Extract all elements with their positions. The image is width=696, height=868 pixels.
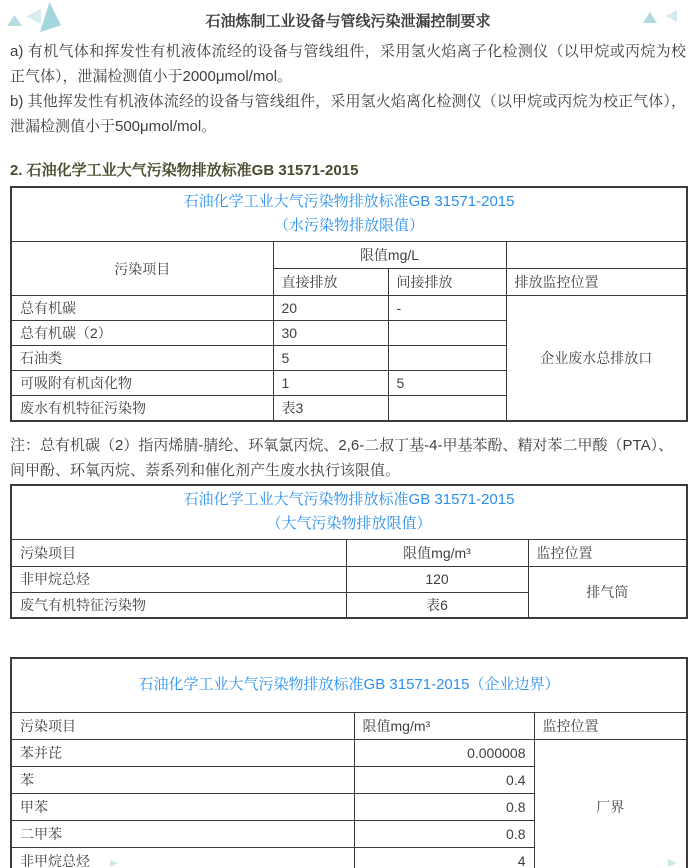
air-pollutant-table [10, 484, 688, 620]
cell-indirect: - [388, 296, 506, 321]
cell-item: 可吸附有机卤化物 [11, 371, 273, 396]
cell-direct: 1 [273, 371, 388, 396]
cell-limit: 0.4 [354, 767, 534, 794]
table-title-cell [11, 485, 687, 540]
cell-direct: 表3 [273, 396, 388, 421]
table-title-cell [11, 658, 687, 713]
cell-item: 总有机碳（2） [11, 321, 273, 346]
cell-direct: 5 [273, 346, 388, 371]
paragraph-a: a) 有机气体和挥发性有机液体流经的设备与管线组件，采用氢火焰离子化检测仪（以甲烷或丙烷为校正气体），泄漏检测值小于2000μmol/mol。 [10, 43, 686, 85]
table-title-cell [11, 187, 687, 242]
table-title: 石油化学工业大气污染物排放标准GB 31571-2015 [183, 490, 515, 508]
table-title-row [11, 658, 687, 713]
table-subtitle: （水污染物排放限值） [274, 217, 425, 234]
col-header-limit-group: 限值mg/L [273, 242, 506, 269]
cell-item: 废气有机特征污染物 [11, 592, 346, 618]
col-header-item: 污染项目 [11, 242, 273, 296]
table-title: 石油化学工业大气污染物排放标准GB 31571-2015（企业边界） [138, 676, 560, 693]
table-row [11, 296, 687, 321]
cell-limit: 表6 [346, 592, 528, 618]
header-row [11, 242, 687, 269]
paragraph-b: b) 其他挥发性有机液体流经的设备与管线组件，采用氢火焰离化检测仪（以甲烷或丙烷为校正气体），泄漏检测值小于500μmol/mol。 [10, 93, 686, 135]
col-header-indirect: 间接排放 [388, 269, 506, 296]
col-header-blank [506, 242, 687, 269]
cell-direct: 20 [273, 296, 388, 321]
table-row [11, 740, 687, 767]
cell-item: 总有机碳 [11, 296, 273, 321]
cell-indirect [388, 321, 506, 346]
cell-limit: 4 [354, 848, 534, 868]
table-row [11, 566, 687, 592]
cell-limit: 0.000008 [354, 740, 534, 767]
col-header-item: 污染项目 [11, 539, 346, 566]
water-pollutant-table [10, 186, 688, 422]
table-title-row [11, 485, 687, 540]
col-header-position: 监控位置 [534, 713, 687, 740]
table-title: 石油化学工业大气污染物排放标准GB 31571-2015 [183, 193, 515, 210]
col-header-item: 污染项目 [11, 713, 354, 740]
cell-item: 废水有机特征污染物 [11, 396, 273, 421]
cell-position: 厂界 [534, 740, 687, 868]
cell-item: 非甲烷总烃 [11, 566, 346, 592]
cell-indirect [388, 346, 506, 371]
cell-indirect [388, 396, 506, 421]
cell-limit: 0.8 [354, 821, 534, 848]
col-header-direct: 直接排放 [273, 269, 388, 296]
col-header-position: 排放监控位置 [506, 269, 687, 296]
page-title: 石油炼制工业设备与管线污染泄漏控制要求 [205, 13, 491, 30]
cell-item: 苯 [11, 767, 354, 794]
cell-limit: 120 [346, 566, 528, 592]
col-header-limit: 限值mg/m³ [354, 713, 534, 740]
cell-indirect: 5 [388, 371, 506, 396]
cell-item: 非甲烷总烃 [11, 848, 354, 868]
cell-limit: 0.8 [354, 794, 534, 821]
cell-item: 苯并芘 [11, 740, 354, 767]
cell-item: 石油类 [11, 346, 273, 371]
cell-direct: 30 [273, 321, 388, 346]
cell-item: 甲苯 [11, 794, 354, 821]
enterprise-boundary-table [10, 657, 688, 868]
footnote: 注：总有机碳（2）指丙烯腈-腈纶、环氧氯丙烷、2,6-二叔丁基-4-甲基苯酚、精对苯二甲酸（PTA）、间甲酚、环氧丙烷、萘系列和催化剂产生废水执行该限值。 [10, 436, 674, 479]
header-row [11, 539, 687, 566]
table-title-row [11, 187, 687, 242]
col-header-limit: 限值mg/m³ [346, 539, 528, 566]
table-subtitle: （大气污染物排放限值） [266, 514, 432, 532]
col-header-position: 监控位置 [528, 539, 687, 566]
header-row [11, 713, 687, 740]
section-2-heading: 2. 石油化学工业大气污染物排放标准GB 31571-2015 [10, 162, 359, 179]
cell-position: 排气筒 [528, 566, 687, 618]
cell-item: 二甲苯 [11, 821, 354, 848]
cell-position: 企业废水总排放口 [506, 296, 687, 421]
